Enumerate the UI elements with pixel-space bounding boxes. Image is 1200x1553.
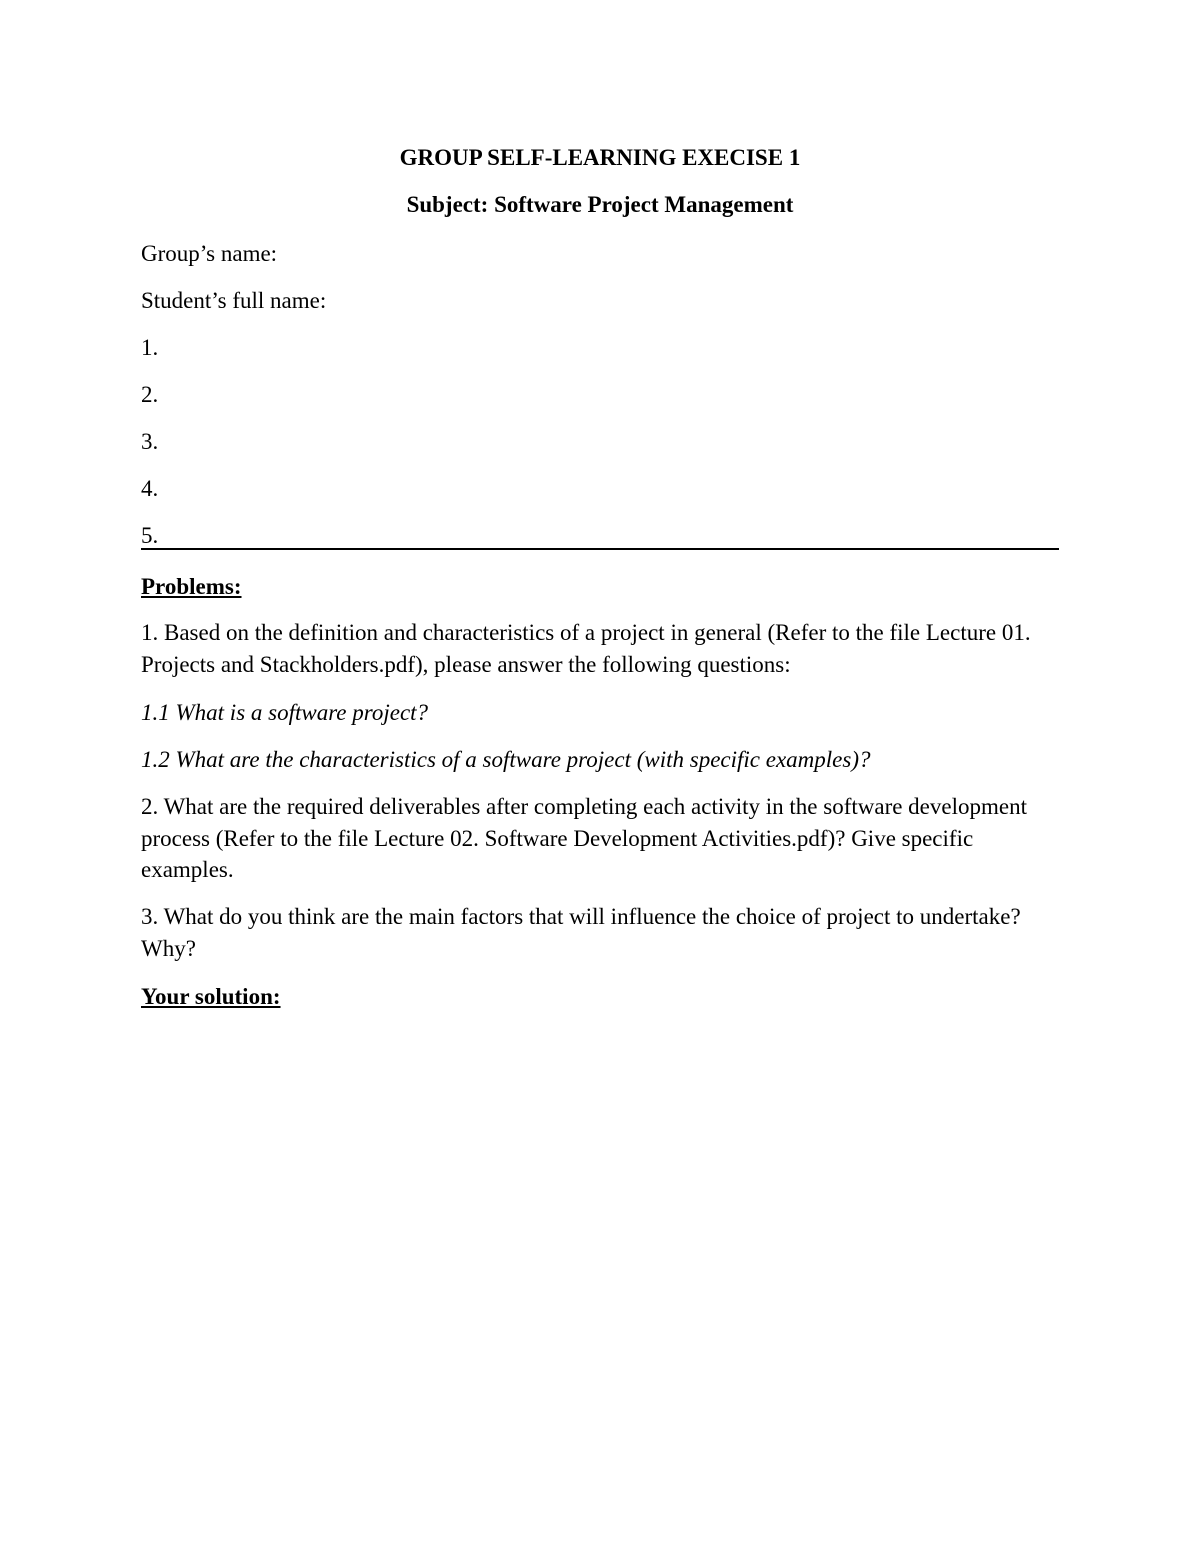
document-title: GROUP SELF-LEARNING EXECISE 1: [399, 145, 801, 170]
student-number-2: 2.: [141, 382, 159, 407]
question-1-1: 1.1 What is a software project?: [141, 700, 429, 725]
question-1-2: 1.2 What are the characteristics of a software project (with specific examples)?: [141, 747, 871, 772]
document-subject: Subject: Software Project Management: [406, 192, 794, 217]
student-number-1: 1.: [141, 335, 159, 360]
question-2: 2. What are the required deliverables after completing each activity in the software development process (Refer to the file Lecture 02. Software Development Activities.pdf)? Give specific examples.: [141, 794, 1027, 882]
question-1: 1. Based on the definition and characteristics of a project in general (Refer to the file Lecture 01. Projects and Stackholders.pdf), please answer the following questions:: [141, 620, 1031, 677]
student-name-label: Student’s full name:: [141, 288, 327, 313]
solution-heading: Your solution:: [141, 984, 281, 1009]
group-name-label: Group’s name:: [141, 241, 278, 266]
student-number-3: 3.: [141, 429, 159, 454]
horizontal-divider: [141, 548, 1059, 550]
document-page: [141, 0, 1059, 1553]
student-number-5: 5.: [141, 523, 159, 548]
question-3: 3. What do you think are the main factors that will influence the choice of project to undertake? Why?: [141, 904, 1021, 961]
problems-heading: Problems:: [141, 574, 242, 599]
student-number-4: 4.: [141, 476, 159, 501]
